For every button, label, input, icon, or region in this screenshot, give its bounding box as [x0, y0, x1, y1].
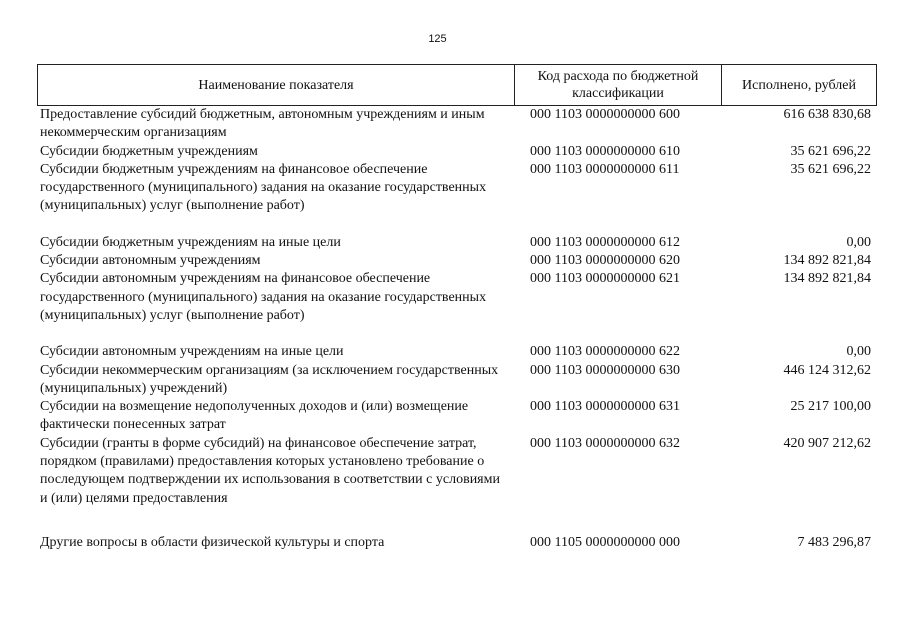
row-executed: 616 638 830,68	[783, 107, 871, 122]
row-name: Субсидии бюджетным учреждениям на финансовое обеспечение государственного (муниципального) задания на оказание государственных (муниципальных) услуг (выполнение работ)	[40, 161, 487, 214]
row-name: Субсидии бюджетным учреждениям на иные цели	[40, 234, 341, 250]
table-row	[37, 106, 875, 143]
row-name: Другие вопросы в области физической культуры и спорта	[40, 534, 385, 550]
row-name: Субсидии на возмещение недополученных доходов и (или) возмещение фактически понесенных затрат	[40, 399, 469, 433]
table-header	[37, 64, 877, 106]
table-row	[37, 362, 875, 399]
table-body	[37, 106, 875, 552]
table-row	[37, 161, 875, 216]
row-executed: 134 892 821,84	[783, 271, 871, 287]
row-executed: 134 892 821,84	[783, 253, 871, 269]
row-executed: 446 124 312,62	[783, 362, 871, 378]
table-row	[37, 343, 875, 361]
row-spacer	[37, 216, 875, 234]
table-row	[37, 534, 875, 552]
row-name: Субсидии бюджетным учреждениям	[40, 143, 258, 159]
row-name: Субсидии некоммерческим организациям (за исключением государственных (муниципальных) учреждений)	[40, 362, 499, 396]
row-executed: 35 621 696,22	[790, 161, 871, 177]
row-code: 000 1103 0000000000 610	[530, 143, 680, 159]
table-row	[37, 398, 875, 435]
row-code: 000 1103 0000000000 600	[530, 107, 680, 122]
row-executed: 420 907 212,62	[783, 435, 871, 451]
table-row	[37, 270, 875, 325]
header-executed: Исполнено, рублей	[742, 77, 856, 93]
row-code: 000 1103 0000000000 632	[530, 435, 680, 451]
row-name: Субсидии автономным учреждениям	[40, 253, 261, 269]
row-code: 000 1103 0000000000 622	[530, 344, 680, 360]
table-row	[37, 435, 875, 508]
row-code: 000 1103 0000000000 620	[530, 253, 680, 269]
row-executed: 0,00	[846, 234, 871, 250]
row-name: Субсидии автономным учреждениям на финансовое обеспечение государственного (муниципального) задания на оказание государственных (муниципальных) услуг (выполнение работ)	[40, 271, 487, 323]
row-code: 000 1103 0000000000 612	[530, 234, 680, 250]
row-executed: 35 621 696,22	[790, 143, 871, 159]
page-number: 125	[428, 33, 447, 45]
row-code: 000 1103 0000000000 611	[530, 161, 680, 177]
header-name: Наименование показателя	[38, 65, 515, 105]
row-executed: 25 217 100,00	[790, 399, 871, 415]
row-name: Субсидии автономным учреждениям на иные цели	[40, 344, 344, 360]
row-code: 000 1103 0000000000 631	[530, 399, 680, 415]
row-executed: 7 483 296,87	[797, 534, 871, 550]
row-code: 000 1105 0000000000 000	[530, 534, 680, 550]
row-code: 000 1103 0000000000 630	[530, 362, 680, 378]
row-executed: 0,00	[846, 344, 871, 360]
table-row	[37, 234, 875, 252]
table-row	[37, 252, 875, 270]
table-row	[37, 143, 875, 161]
row-spacer	[37, 508, 875, 534]
row-name: Предоставление субсидий бюджетным, автономным учреждениям и иным некоммерческим организациям	[40, 107, 485, 141]
row-name: Субсидии (гранты в форме субсидий) на финансовое обеспечение затрат, порядком (правилами) предоставления которых установлено требование о последующем подтверждении их использования в соответствии с условиями и (или) целями предоставления	[40, 435, 500, 506]
row-spacer	[37, 325, 875, 343]
row-code: 000 1103 0000000000 621	[530, 271, 680, 287]
header-code: Код расхода по бюджетной классификации	[515, 65, 722, 105]
